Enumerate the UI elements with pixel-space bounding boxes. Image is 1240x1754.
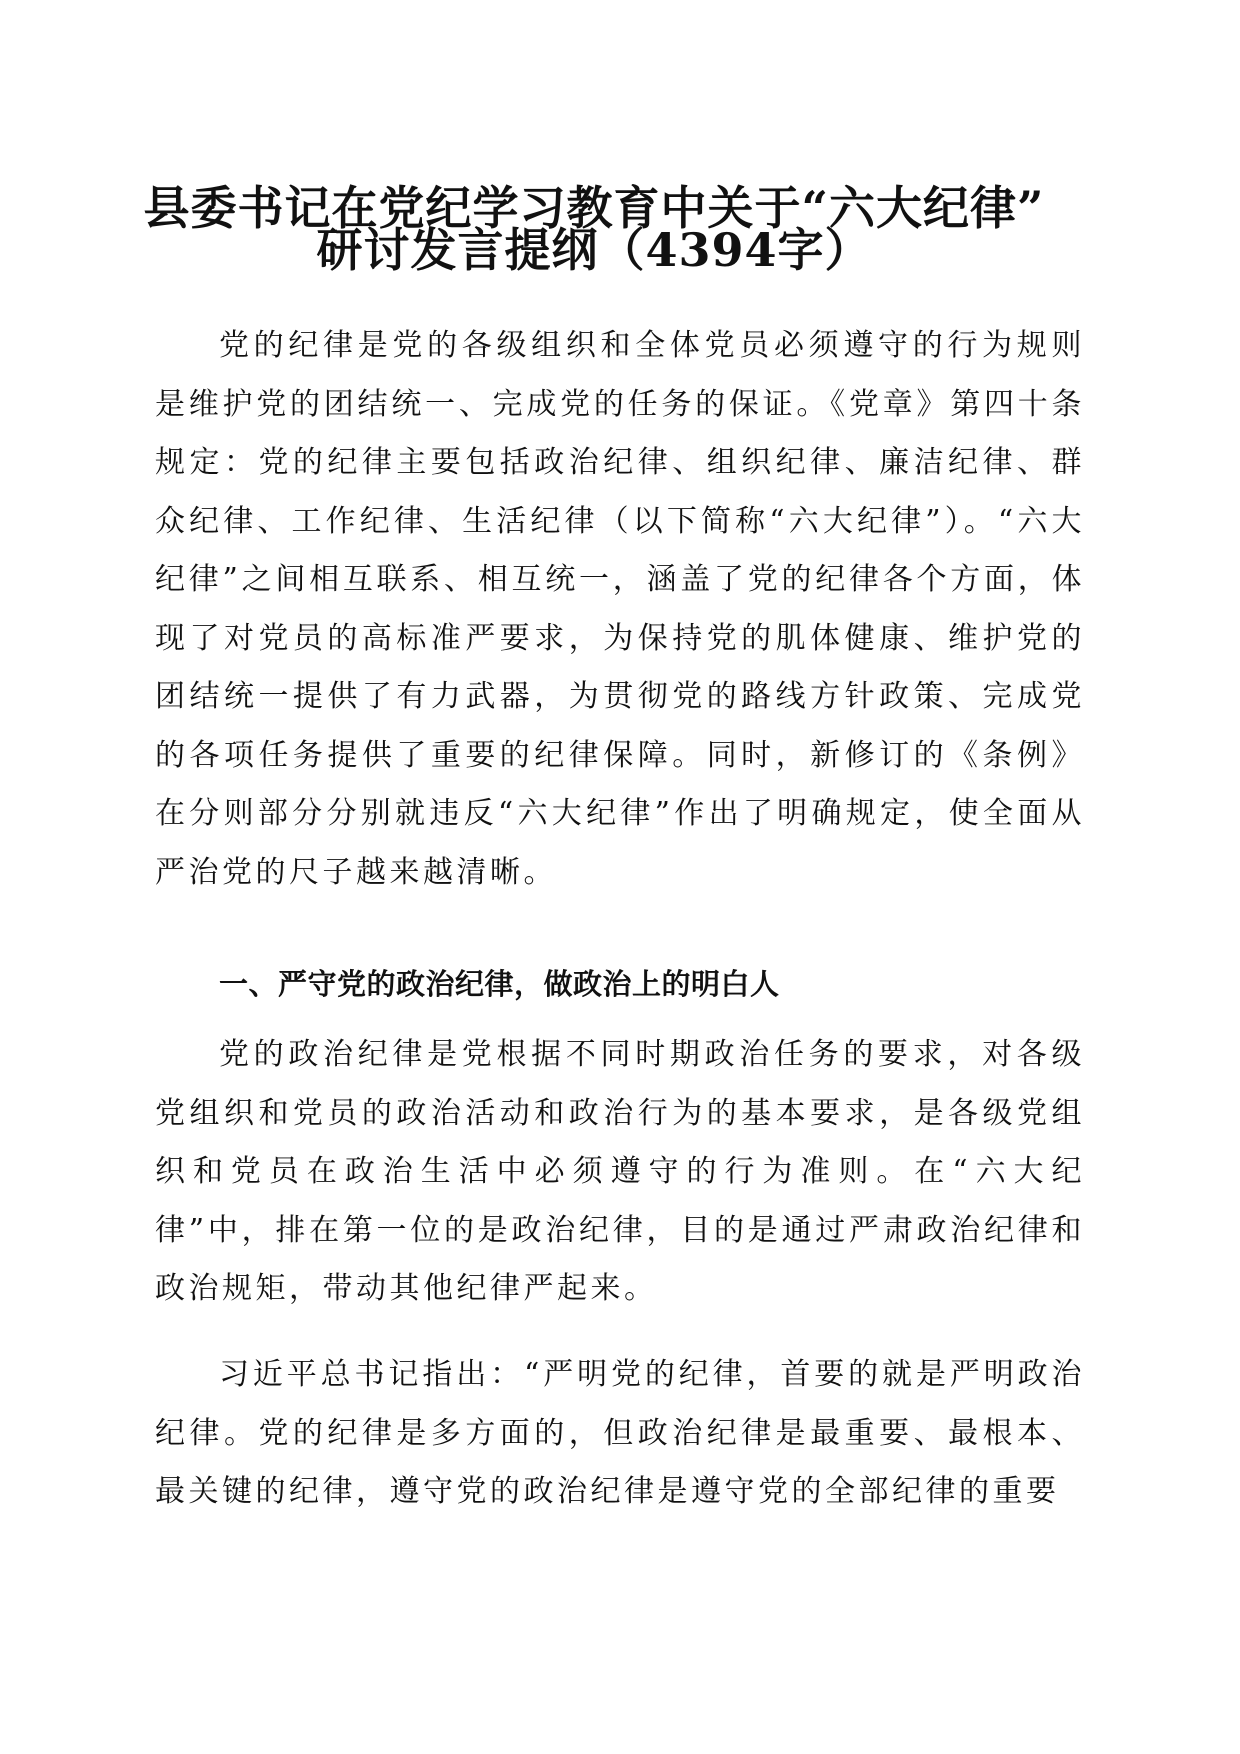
quote-paragraph: 习近平总书记指出：“严明党的纪律，首要的就是严明政治纪律。党的纪律是多方面的，但政治纪律是最重要、最根本、最关键的纪律，遵守党的政治纪律是遵守党的全部纪律的重要 (155, 1357, 1085, 1509)
intro-paragraph: 党的纪律是党的各级组织和全体党员必须遵守的行为规则是维护党的团结统一、完成党的任务的保证。《党章》第四十条规定：党的纪律主要包括政治纪律、组织纪律、廉洁纪律、群众纪律、工作纪律、生活纪律（以下简称“六大纪律”）。“六大纪律”之间相互联系、相互统一，涵盖了党的纪律各个方面，体现了对党员的高标准严要求，为保持党的肌体健康、维护党的团结统一提供了有力武器，为贯彻党的路线方针政策、完成党的各项任务提供了重要的纪律保障。同时，新修订的《条例》在分则部分分别就违反“六大纪律”作出了明确规定，使全面从严治党的尺子越来越清晰。 (155, 328, 1085, 890)
document-title-line-2: 研讨发言提纲（4394字） (316, 223, 872, 277)
section-1-heading: 一、严守党的政治纪律，做政治上的明白人 (219, 967, 780, 1001)
political-discipline-paragraph: 党的政治纪律是党根据不同时期政治任务的要求，对各级党组织和党员的政治活动和政治行为的基本要求，是各级党组织和党员在政治生活中必须遵守的行为准则。在“六大纪律”中，排在第一位的是政治纪律，目的是通过严肃政治纪律和政治规矩，带动其他纪律严起来。 (155, 1037, 1085, 1306)
document-title-line-1: 县委书记在党纪学习教育中关于“六大纪律” (143, 181, 1045, 235)
